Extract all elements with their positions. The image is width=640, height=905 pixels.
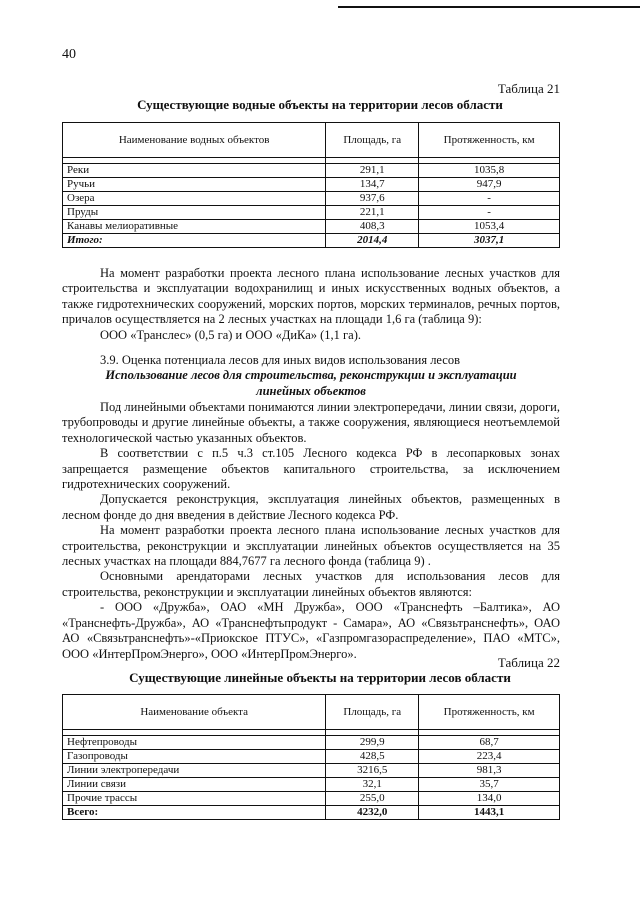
cell-length: -: [419, 192, 560, 206]
cell-area: 32,1: [326, 778, 419, 792]
cell-total-area: 4232,0: [326, 806, 419, 820]
cell-name: Линии электропередачи: [63, 764, 326, 778]
cell-length: 68,7: [419, 736, 560, 750]
cell-name: Линии связи: [63, 778, 326, 792]
cell-area: 291,1: [326, 164, 419, 178]
paragraph: Под линейными объектами понимаются линии электропередачи, линии связи, дороги, трубопроводы и другие линейные объекты, а также сооружения, являющиеся неотъемлемой технологической частью указанных объектов.: [62, 400, 560, 445]
paragraph: В соответствии с п.5 ч.3 ст.105 Лесного кодекса РФ в лесопарковых зонах запрещается размещение объектов капитального строительства, за исключением гидротехнических сооружений.: [62, 446, 560, 492]
table21-caption: Таблица 21: [497, 81, 560, 96]
cell-name: Ручьи: [63, 178, 326, 192]
table-row: [63, 736, 560, 750]
cell-area: 255,0: [326, 792, 419, 806]
table22-header-area: Площадь, га: [326, 695, 419, 730]
table-row: [63, 178, 560, 192]
cell-length: 223,4: [419, 750, 560, 764]
table21-total-row: [63, 234, 560, 248]
section-subtitle-line2: линейных объектов: [256, 383, 366, 398]
cell-length: 981,3: [419, 764, 560, 778]
table21-title: Существующие водные объекты на территории лесов области: [137, 97, 503, 112]
table-row: [63, 164, 560, 178]
paragraph: - ООО «Дружба», ОАО «МН Дружба», ООО «Транснефть –Балтика», АО «Транснефть-Дружба», АО «Транснефтьпродукт - Самара», АО «Связьтранснефть», ОАО АО «Связьтранснефть»-«Приокское ПТУС», «Газпромгазораспределение», ПАО «МТС», ООО «ИнтерПромЭнерго», ООО «ИнтерПромЭнерго».: [62, 600, 560, 661]
cell-area: 3216,5: [326, 764, 419, 778]
cell-length: 134,0: [419, 792, 560, 806]
cell-total-label: Итого:: [63, 234, 326, 248]
cell-length: 1035,8: [419, 164, 560, 178]
table21-header-name: Наименование водных объектов: [63, 123, 326, 158]
section-subtitle-line1: Использование лесов для строительства, реконструкции и эксплуатации: [105, 368, 517, 383]
table-row: [63, 750, 560, 764]
cell-area: 937,6: [326, 192, 419, 206]
table21-header-row: [63, 123, 560, 158]
table-row: [63, 792, 560, 806]
cell-length: 35,7: [419, 778, 560, 792]
table22-title: Существующие линейные объекты на территории лесов области: [129, 670, 511, 685]
paragraph: ООО «Транслес» (0,5 га) и ООО «ДиКа» (1,1 га).: [100, 327, 362, 342]
table22-caption: Таблица 22: [497, 655, 560, 670]
cell-total-label: Всего:: [63, 806, 326, 820]
table-row: [63, 206, 560, 220]
top-rule: [338, 6, 640, 8]
cell-name: Нефтепроводы: [63, 736, 326, 750]
cell-name: Прочие трассы: [63, 792, 326, 806]
paragraph: На момент разработки проекта лесного плана использование лесных участков для строительства и эксплуатации водохранилищ и иных искусственных водных объектов, а также гидротехнических сооружений, морских портов, морских терминалов, речных портов, причалов осуществляется на 2 лесных участках на площади 1,6 га (таблица 9):: [62, 266, 560, 327]
page-number: 40: [62, 47, 76, 62]
cell-area: 408,3: [326, 220, 419, 234]
table-row: [63, 778, 560, 792]
table-row: [63, 192, 560, 206]
table21-header-area: Площадь, га: [326, 123, 419, 158]
table-row: [63, 764, 560, 778]
section-title: 3.9. Оценка потенциала лесов для иных видов использования лесов: [100, 353, 460, 367]
table22: [62, 694, 560, 820]
cell-total-length: 1443,1: [419, 806, 560, 820]
cell-length: -: [419, 206, 560, 220]
table21-header-length: Протяженность, км: [419, 123, 560, 158]
cell-name: Газопроводы: [63, 750, 326, 764]
cell-length: 1053,4: [419, 220, 560, 234]
cell-area: 299,9: [326, 736, 419, 750]
table-row: [63, 220, 560, 234]
table21: [62, 122, 560, 248]
cell-name: Канавы мелиоративные: [63, 220, 326, 234]
paragraph-block-1: [62, 266, 560, 343]
table22-header-length: Протяженность, км: [419, 695, 560, 730]
cell-name: Озера: [63, 192, 326, 206]
paragraph: Основными арендаторами лесных участков для использования лесов для строительства, реконструкции и эксплуатации линейных объектов являются:: [62, 569, 560, 599]
table22-header-row: [63, 695, 560, 730]
table22-header-name: Наименование объекта: [63, 695, 326, 730]
cell-name: Пруды: [63, 206, 326, 220]
paragraph: На момент разработки проекта лесного плана использование лесных участков для строительства, реконструкции и эксплуатации линейных объектов осуществляется на 35 лесных участках на площади 884,7677 га лесного фонда (таблица 9) .: [62, 523, 560, 569]
table22-total-row: [63, 806, 560, 820]
cell-area: 428,5: [326, 750, 419, 764]
cell-total-area: 2014,4: [326, 234, 419, 248]
cell-total-length: 3037,1: [419, 234, 560, 248]
section-heading: [62, 353, 560, 399]
paragraph-block-2: [62, 400, 560, 662]
cell-area: 221,1: [326, 206, 419, 220]
cell-length: 947,9: [419, 178, 560, 192]
paragraph: Допускается реконструкция, эксплуатация линейных объектов, размещенных в лесном фонде до дня введения в действие Лесного кодекса РФ.: [62, 492, 560, 522]
cell-area: 134,7: [326, 178, 419, 192]
cell-name: Реки: [63, 164, 326, 178]
